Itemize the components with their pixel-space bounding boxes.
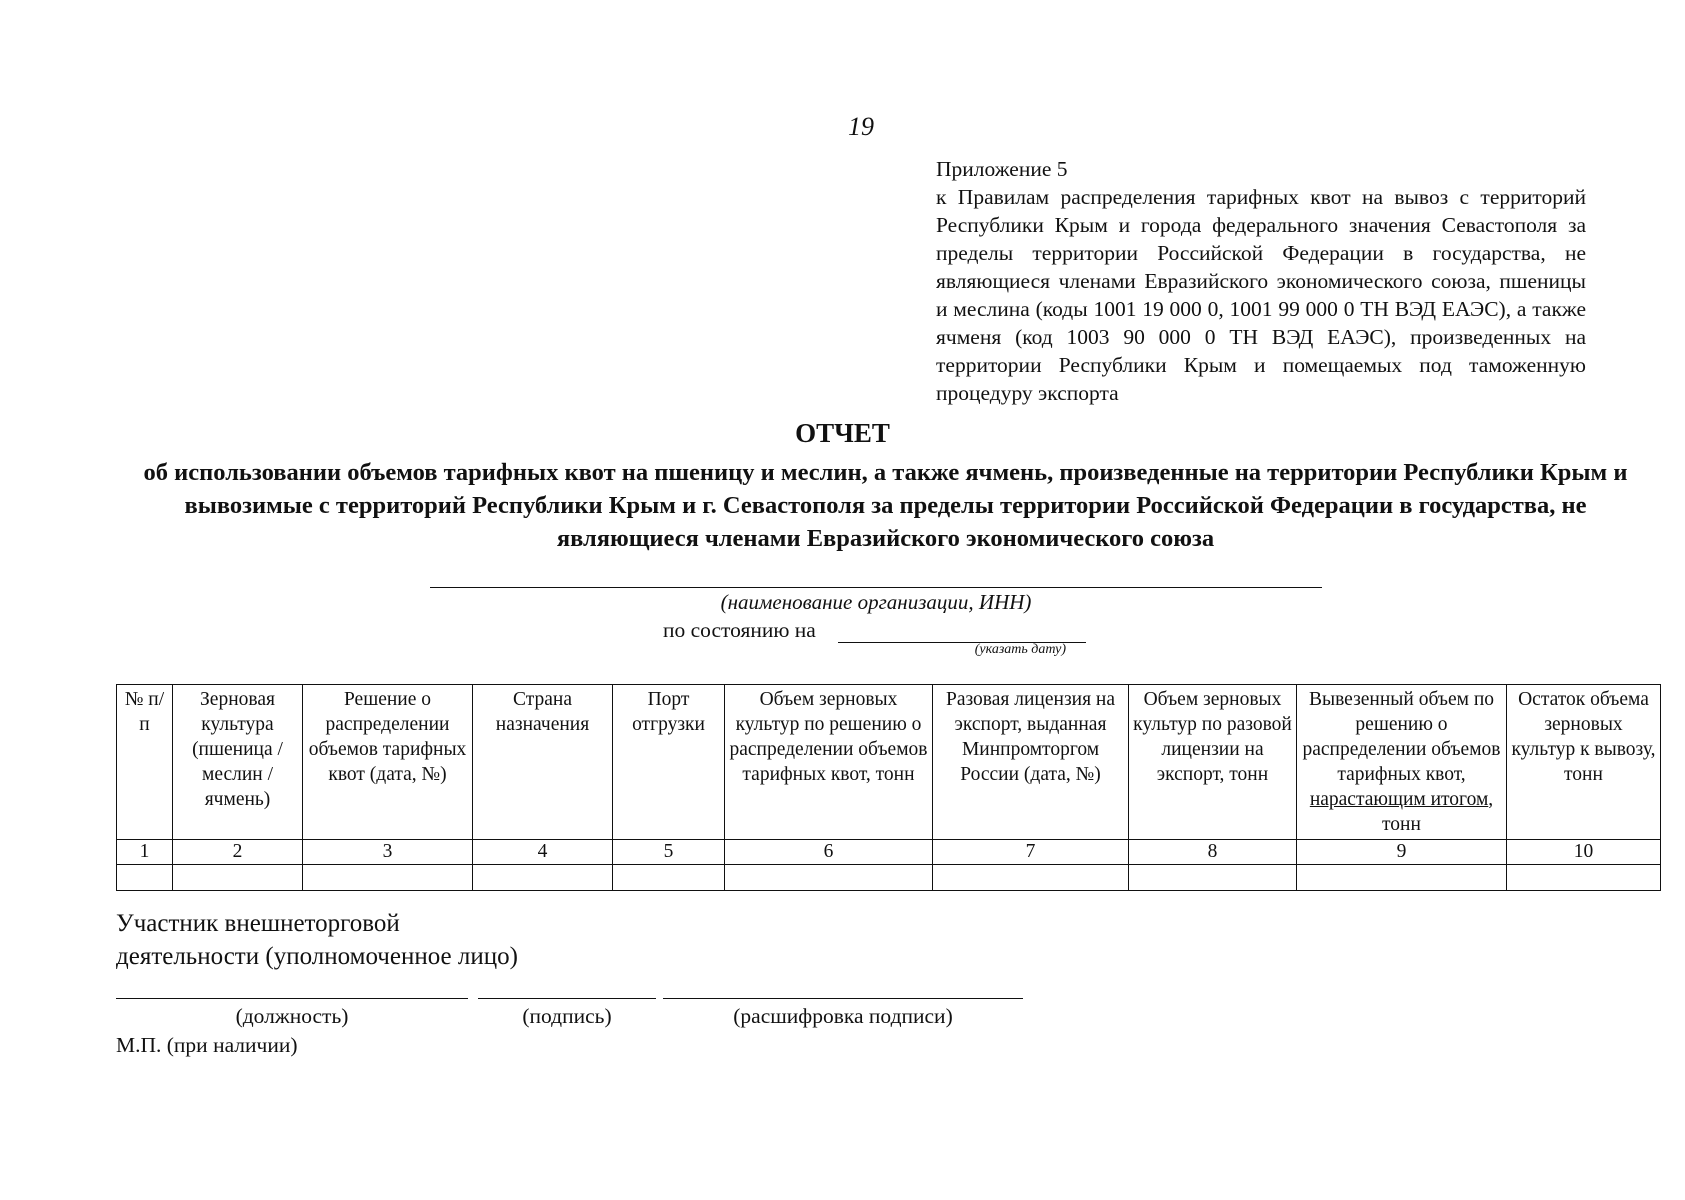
document-subtitle: об использовании объемов тарифных квот на пшеницу и меслин, а также ячмень, произведенные на территории Республики Крым и вывозимые с территорий Республики Крым и г. Севастополя за пределы территории Российской Федерации в государства, не являющиеся членами Евразийского экономического союза <box>143 459 1628 552</box>
signature-caption: (подпись) <box>522 1004 612 1028</box>
decoding-field-line[interactable] <box>663 998 1023 999</box>
signer-block <box>116 907 518 973</box>
header-cell: Остаток объема зерновых культур к вывозу, тонн <box>1507 685 1661 840</box>
date-caption: (указать дату) <box>974 642 1066 657</box>
header-cell: Объем зерновых культур по решению о распределении объемов тарифных квот, тонн <box>725 685 933 840</box>
column-number: 9 <box>1297 840 1507 865</box>
organization-caption: (наименование организации, ИНН) <box>720 590 1032 614</box>
appendix-text: к Правилам распределения тарифных квот на вывоз с территорий Республики Крым и города федерального значения Севастополя за пределы территории Российской Федерации в государства, не являющиеся членами Евразийского экономического союза, пшеницы и меслина (коды 1001 19 000 0, 1001 99 000 0 ТН ВЭД ЕАЭС), а также ячменя (код 1003 90 000 0 ТН ВЭД ЕАЭС), произведенных на территории Республики Крым и помещаемых под таможенную процедуру экспорта <box>936 185 1586 405</box>
table-cell[interactable] <box>725 865 933 891</box>
table-cell[interactable] <box>473 865 613 891</box>
table-cell[interactable] <box>613 865 725 891</box>
table-cell[interactable] <box>117 865 173 891</box>
header-cell: Порт отгрузки <box>613 685 725 840</box>
organization-field-line[interactable] <box>430 587 1322 588</box>
date-row <box>663 618 816 643</box>
table-cell[interactable] <box>303 865 473 891</box>
column-number: 10 <box>1507 840 1661 865</box>
column-number: 2 <box>173 840 303 865</box>
column-number: 8 <box>1129 840 1297 865</box>
stamp-label: М.П. (при наличии) <box>116 1033 298 1057</box>
column-number: 4 <box>473 840 613 865</box>
table-cell[interactable] <box>933 865 1129 891</box>
header-cell: Разовая лицензия на экспорт, выданная Минпромторгом России (дата, №) <box>933 685 1129 840</box>
header-cell: Решение о распределении объемов тарифных квот (дата, №) <box>303 685 473 840</box>
column-number: 1 <box>117 840 173 865</box>
signer-line-1: Участник внешнеторговой <box>116 910 400 937</box>
page-number: 19 <box>848 112 874 141</box>
header-9-text: Вывезенный объем по решению о распределении объемов тарифных квот, <box>1302 689 1501 785</box>
column-number: 6 <box>725 840 933 865</box>
column-number-row <box>117 840 1661 865</box>
column-number: 3 <box>303 840 473 865</box>
report-table <box>116 684 1661 891</box>
table-cell[interactable] <box>1129 865 1297 891</box>
appendix-block <box>936 155 1586 407</box>
header-9-underlined: нарастающим итогом <box>1309 789 1489 810</box>
signer-line-2: деятельности (уполномоченное лицо) <box>116 943 518 970</box>
table-cell[interactable] <box>1297 865 1507 891</box>
table-cell[interactable] <box>1507 865 1661 891</box>
header-9-suffix: , тонн <box>1382 789 1494 835</box>
appendix-label: Приложение 5 <box>936 157 1068 181</box>
column-number: 5 <box>613 840 725 865</box>
table-cell[interactable] <box>173 865 303 891</box>
decoding-caption: (расшифровка подписи) <box>733 1004 953 1028</box>
header-cell: Объем зерновых культур по разовой лицензии на экспорт, тонн <box>1129 685 1297 840</box>
header-cell: Зерновая культура (пшеница / меслин / ячмень) <box>173 685 303 840</box>
header-cell: Страна назначения <box>473 685 613 840</box>
column-number: 7 <box>933 840 1129 865</box>
header-cell <box>1297 685 1507 840</box>
table-header-row <box>117 685 1661 840</box>
table-row <box>117 865 1661 891</box>
position-field-line[interactable] <box>116 998 468 999</box>
date-label: по состоянию на <box>663 618 816 642</box>
position-caption: (должность) <box>235 1004 349 1028</box>
header-cell: № п/п <box>117 685 173 840</box>
signature-field-line[interactable] <box>478 998 656 999</box>
document-title: ОТЧЕТ <box>795 418 890 448</box>
